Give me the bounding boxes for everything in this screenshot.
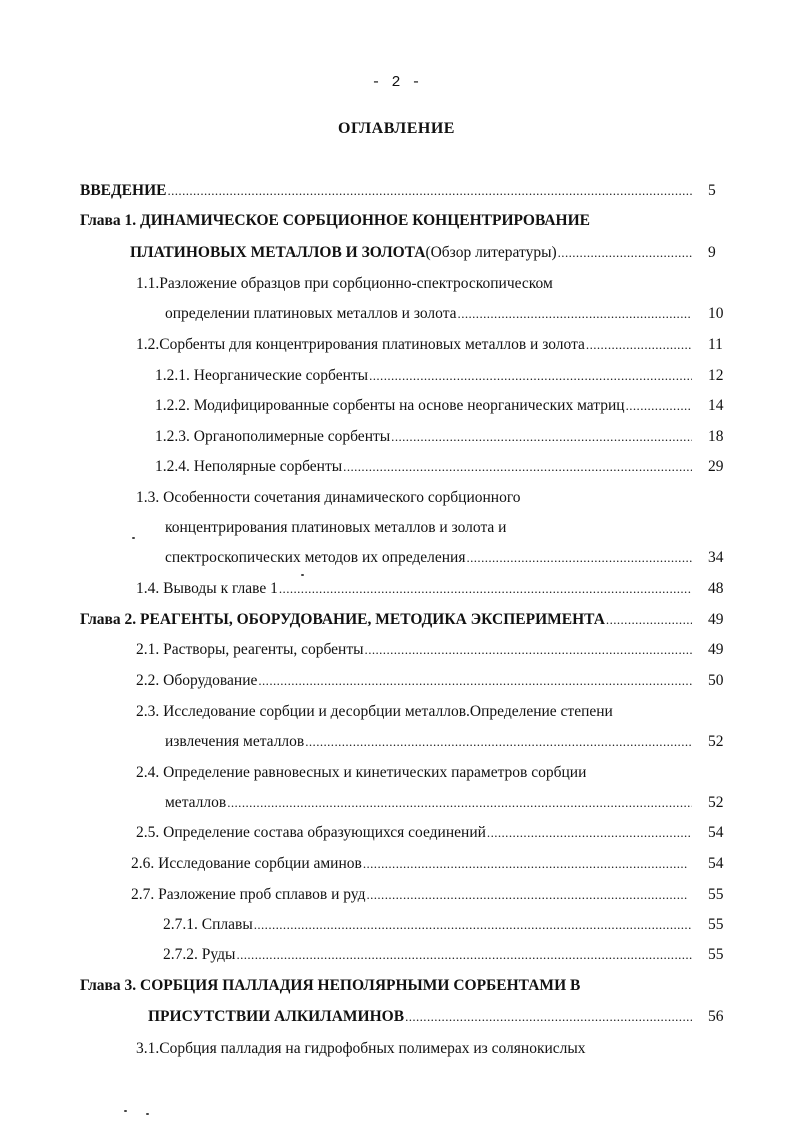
toc-entry-page: 11 xyxy=(708,336,723,353)
leader-dots xyxy=(226,791,692,815)
toc-entry-label: Глава 1. ДИНАМИЧЕСКОЕ СОРБЦИОННОЕ КОНЦЕНТРИРОВАНИЕ xyxy=(80,212,590,229)
toc-entry-label: 2.7. Разложение проб сплавов и руд xyxy=(131,886,366,903)
toc-entry-1-2-1 xyxy=(0,364,793,388)
toc-entry-label: Глава 2. РЕАГЕНТЫ, ОБОРУДОВАНИЕ, МЕТОДИКА ЭКСПЕРИМЕНТА xyxy=(80,611,605,628)
toc-entry-label: концентрирования платиновых металлов и золота и xyxy=(165,519,507,536)
toc-entry-label: спектроскопических методов их определения xyxy=(165,549,466,566)
toc-entry-2-3 xyxy=(0,700,793,724)
toc-entry-label: металлов xyxy=(165,794,227,811)
leader-dots xyxy=(362,852,687,876)
toc-entry-label: ПРИСУТСТВИИ АЛКИЛАМИНОВ xyxy=(148,1008,405,1025)
toc-entry-page: 18 xyxy=(708,428,724,445)
toc-entry-page: 49 xyxy=(708,611,724,628)
toc-entry-1-3 xyxy=(0,486,793,510)
toc-entry-1-3-cont-2 xyxy=(0,546,793,570)
toc-entry-label: ВВЕДЕНИЕ xyxy=(80,182,167,199)
leader-dots xyxy=(625,394,692,418)
toc-entry-label: 1.2.Сорбенты для концентрирования платиновых металлов и золота xyxy=(136,336,585,353)
leader-dots xyxy=(605,608,692,632)
toc-entry-2-3-cont xyxy=(0,730,793,754)
toc-entry-page: 52 xyxy=(708,794,724,811)
toc-entry-chapter-1-cont xyxy=(0,241,793,265)
toc-entry-label: ПЛАТИНОВЫХ МЕТАЛЛОВ И ЗОЛОТА xyxy=(130,244,426,261)
toc-entry-1-2-2 xyxy=(0,394,793,418)
toc-entry-2-5 xyxy=(0,821,793,845)
leader-dots xyxy=(390,425,692,449)
leader-dots xyxy=(304,730,692,754)
toc-entry-page: 54 xyxy=(708,824,724,841)
toc-entry-page: 55 xyxy=(708,886,724,903)
toc-entry-1-4 xyxy=(0,577,793,601)
toc-entry-page: 34 xyxy=(708,549,724,566)
toc-entry-label: 2.4. Определение равновесных и кинетических параметров сорбции xyxy=(136,764,587,781)
leader-dots xyxy=(486,821,692,845)
toc-entry-label: Глава 3. СОРБЦИЯ ПАЛЛАДИЯ НЕПОЛЯРНЫМИ СОРБЕНТАМИ В xyxy=(80,977,581,994)
scan-speck xyxy=(132,537,135,539)
toc-entry-label: 1.2.3. Органополимерные сорбенты xyxy=(155,428,391,445)
leader-dots xyxy=(253,913,692,937)
toc-entry-page: 55 xyxy=(708,916,724,933)
leader-dots xyxy=(404,1005,692,1029)
leader-dots xyxy=(166,179,692,203)
leader-dots xyxy=(278,577,692,601)
toc-entry-page: 9 xyxy=(708,244,716,261)
toc-entry-2-7-2 xyxy=(0,943,793,967)
toc-entry-page: 54 xyxy=(708,855,724,872)
toc-entry-page: 48 xyxy=(708,580,724,597)
toc-entry-1-1-cont xyxy=(0,302,793,326)
leader-dots xyxy=(342,455,692,479)
leader-dots xyxy=(557,241,692,265)
toc-entry-label: 2.7.2. Руды xyxy=(163,946,236,963)
toc-entry-2-7-1 xyxy=(0,913,793,937)
toc-entry-1-2-4 xyxy=(0,455,793,479)
toc-entry-1-3-cont xyxy=(0,516,793,540)
toc-entry-3-1 xyxy=(0,1037,793,1061)
toc-entry-label: 1.3. Особенности сочетания динамического сорбционного xyxy=(136,489,521,506)
leader-dots xyxy=(457,302,692,326)
toc-entry-2-7 xyxy=(0,883,793,907)
toc-entry-chapter-1 xyxy=(0,209,793,233)
toc-entry-2-2 xyxy=(0,669,793,693)
toc-entry-introduction xyxy=(0,179,793,203)
leader-dots xyxy=(368,364,692,388)
toc-entry-label: 1.2.2. Модифицированные сорбенты на основе неорганических матриц xyxy=(155,397,625,414)
toc-entry-2-4-cont xyxy=(0,791,793,815)
toc-entry-page: 55 xyxy=(708,946,724,963)
toc-entry-note: (Обзор литературы) xyxy=(425,244,557,261)
toc-entry-2-1 xyxy=(0,638,793,662)
leader-dots xyxy=(257,669,692,693)
leader-dots xyxy=(235,943,692,967)
leader-dots xyxy=(365,883,687,907)
toc-entry-label: 1.1.Разложение образцов при сорбционно-спектроскопическом xyxy=(136,275,553,292)
toc-entry-chapter-2 xyxy=(0,608,793,632)
toc-entry-page: 10 xyxy=(708,305,724,322)
toc-entry-label: 1.2.1. Неорганические сорбенты xyxy=(155,367,369,384)
toc-entry-label: 1.4. Выводы к главе 1 xyxy=(136,580,278,597)
toc-entry-label: 3.1.Сорбция палладия на гидрофобных полимерах из солянокислых xyxy=(136,1040,586,1057)
toc-entry-page: 50 xyxy=(708,672,724,689)
toc-entry-label: 2.1. Растворы, реагенты, сорбенты xyxy=(136,641,364,658)
toc-entry-1-1 xyxy=(0,272,793,296)
toc-entry-2-6 xyxy=(0,852,793,876)
toc-entry-1-2 xyxy=(0,333,793,357)
toc-entry-page: 12 xyxy=(708,367,724,384)
toc-entry-label: 2.2. Оборудование xyxy=(136,672,258,689)
toc-entry-page: 49 xyxy=(708,641,724,658)
leader-dots xyxy=(585,333,692,357)
toc-entry-1-2-3 xyxy=(0,425,793,449)
toc-entry-label: 1.2.4. Неполярные сорбенты xyxy=(155,458,343,475)
page-number: - 2 - xyxy=(371,74,422,91)
toc-entry-label: определении платиновых металлов и золота xyxy=(165,305,457,322)
toc-entry-page: 5 xyxy=(708,182,716,199)
leader-dots xyxy=(364,638,692,662)
toc-entry-page: 29 xyxy=(708,458,724,475)
toc-entry-page: 14 xyxy=(708,397,724,414)
toc-entry-label: извлечения металлов xyxy=(165,733,305,750)
scan-speck xyxy=(124,1110,127,1112)
toc-entry-chapter-3-cont xyxy=(0,1005,793,1029)
scan-speck xyxy=(301,574,304,576)
page-title: ОГЛАВЛЕНИЕ xyxy=(338,120,455,137)
leader-dots xyxy=(465,546,692,570)
toc-entry-label: 2.3. Исследование сорбции и десорбции металлов.Определение степени xyxy=(136,703,613,720)
toc-entry-page: 56 xyxy=(708,1008,724,1025)
scan-speck xyxy=(146,1113,149,1115)
toc-entry-2-4 xyxy=(0,761,793,785)
toc-entry-label: 2.5. Определение состава образующихся соединений xyxy=(136,824,486,841)
toc-entry-label: 2.7.1. Сплавы xyxy=(163,916,253,933)
toc-entry-page: 52 xyxy=(708,733,724,750)
toc-entry-label: 2.6. Исследование сорбции аминов xyxy=(131,855,362,872)
toc-entry-chapter-3 xyxy=(0,974,793,998)
